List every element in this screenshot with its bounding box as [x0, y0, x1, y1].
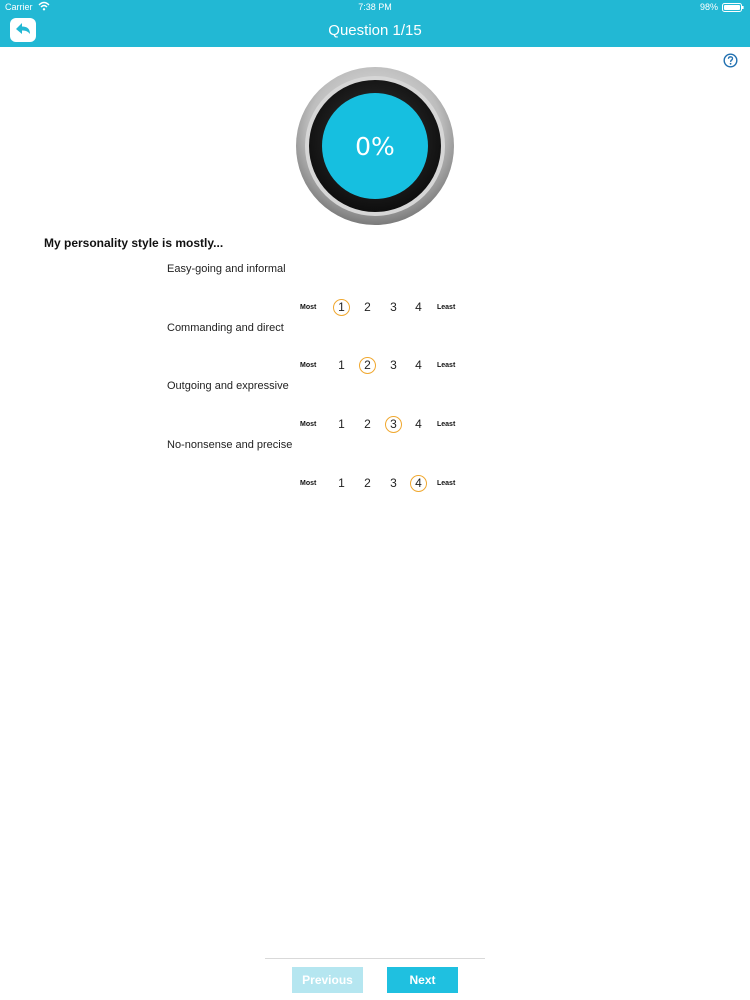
option-label: Easy-going and informal	[167, 263, 286, 275]
rank-option-1[interactable]: 1	[338, 358, 345, 372]
battery-percent: 98%	[699, 2, 718, 12]
rank-option-2[interactable]: 2	[359, 357, 376, 374]
option-label: Commanding and direct	[167, 322, 284, 334]
rank-option-1[interactable]: 1	[338, 417, 345, 431]
rank-option-3[interactable]: 3	[390, 358, 397, 372]
rank-row	[290, 357, 470, 377]
question-text: My personality style is mostly...	[44, 236, 224, 250]
rank-option-2[interactable]: 2	[364, 476, 371, 490]
rank-option-4[interactable]: 4	[415, 358, 422, 372]
page-title: Question 1/15	[328, 22, 422, 39]
rank-option-2[interactable]: 2	[364, 300, 371, 314]
rank-option-4[interactable]: 4	[410, 475, 427, 492]
rank-row	[290, 299, 470, 319]
footer-divider	[265, 958, 485, 959]
scale-most-label: Most	[300, 480, 317, 487]
rank-option-3[interactable]: 3	[385, 416, 402, 433]
scale-most-label: Most	[300, 304, 317, 311]
option-label: No-nonsense and precise	[167, 439, 293, 451]
rank-option-3[interactable]: 3	[390, 476, 397, 490]
battery-icon	[722, 3, 744, 12]
rank-option-1[interactable]: 1	[338, 476, 345, 490]
rank-option-4[interactable]: 4	[415, 417, 422, 431]
option-label: Outgoing and expressive	[167, 380, 289, 392]
status-bar	[0, 0, 750, 14]
rank-row	[290, 416, 470, 436]
next-button[interactable]: Next	[387, 967, 458, 993]
scale-most-label: Most	[300, 362, 317, 369]
scale-least-label: Least	[437, 480, 456, 487]
rank-option-3[interactable]: 3	[390, 300, 397, 314]
rank-option-1[interactable]: 1	[333, 299, 350, 316]
scale-least-label: Least	[437, 421, 456, 428]
previous-button[interactable]: Previous	[292, 967, 363, 993]
scale-least-label: Least	[437, 304, 456, 311]
help-icon[interactable]	[723, 53, 738, 68]
status-time: 7:38 PM	[358, 2, 392, 12]
rank-row	[290, 475, 470, 495]
rank-option-4[interactable]: 4	[415, 300, 422, 314]
scale-most-label: Most	[300, 421, 317, 428]
nav-bar	[0, 14, 750, 47]
carrier-label: Carrier	[5, 2, 33, 12]
progress-percent: 0%	[355, 131, 395, 161]
scale-least-label: Least	[437, 362, 456, 369]
rank-option-2[interactable]: 2	[364, 417, 371, 431]
